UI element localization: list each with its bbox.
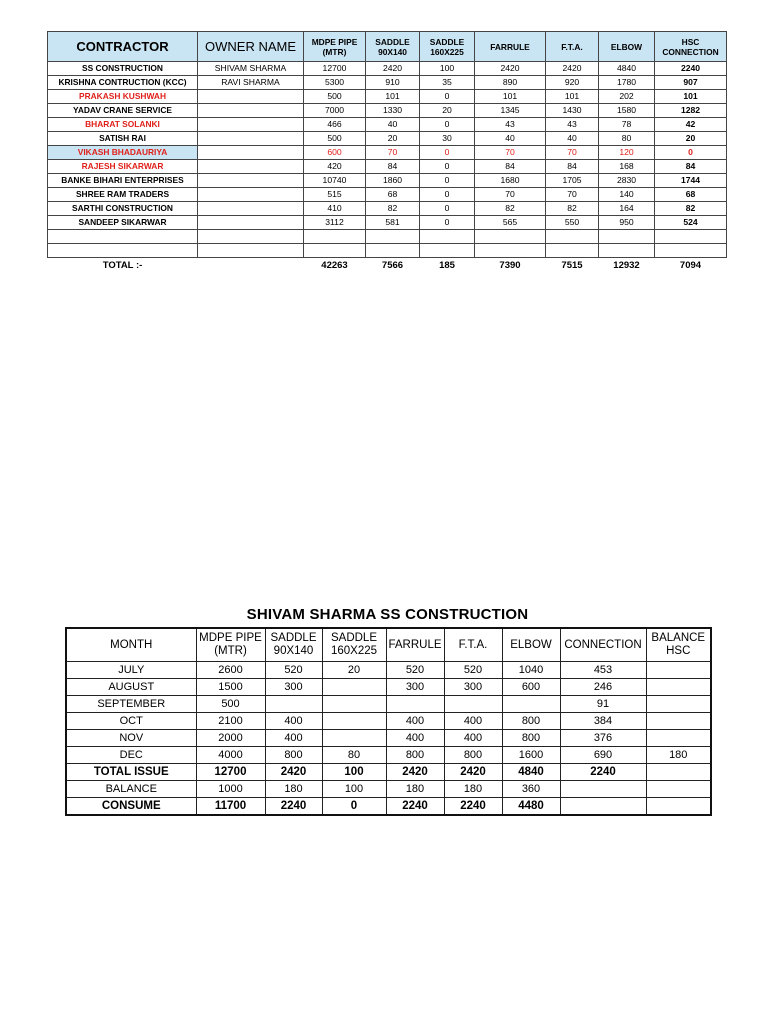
saddle1-cell: 800 — [265, 747, 322, 764]
fta-cell: 800 — [444, 747, 502, 764]
saddle1-cell — [366, 244, 420, 258]
farrule-cell: 890 — [475, 76, 546, 90]
balance-cell — [646, 679, 711, 696]
fta-cell — [546, 230, 599, 244]
elbow-cell: 140 — [599, 188, 655, 202]
saddle1-cell: 20 — [366, 132, 420, 146]
balance-cell — [646, 764, 711, 781]
hsc-header-line2: CONNECTION — [662, 46, 719, 57]
connection-cell: 91 — [560, 696, 646, 713]
elbow-cell: 2830 — [599, 174, 655, 188]
table-row — [48, 216, 727, 230]
mdpe-header-line2: (MTR) — [322, 46, 347, 57]
fta-cell: 400 — [444, 713, 502, 730]
total-fta: 7515 — [561, 260, 583, 271]
saddle2-cell — [322, 713, 386, 730]
elbow-cell: 1040 — [502, 662, 560, 679]
month-header: MONTH — [66, 628, 196, 662]
contractor-table-header — [48, 32, 727, 62]
elbow-header: ELBOW — [502, 628, 560, 662]
balance-cell — [646, 696, 711, 713]
owner-name-header: OWNER NAME — [198, 32, 304, 62]
table-row — [66, 713, 711, 730]
mdpe-cell: 2000 — [196, 730, 265, 747]
hsc-connection-header — [655, 32, 727, 62]
fta-cell: 1430 — [546, 104, 599, 118]
farrule-cell: 400 — [386, 730, 444, 747]
connection-cell: 690 — [560, 747, 646, 764]
table-row-empty — [48, 230, 727, 244]
farrule-cell: 1680 — [475, 174, 546, 188]
table-row-empty — [48, 244, 727, 258]
farrule-cell: 800 — [386, 747, 444, 764]
elbow-cell: 202 — [599, 90, 655, 104]
month-cell: SEPTEMBER — [66, 696, 196, 713]
elbow-cell — [599, 230, 655, 244]
mdpe-cell: 2600 — [196, 662, 265, 679]
table-row — [48, 202, 727, 216]
fta-cell: 2420 — [444, 764, 502, 781]
total-saddle1: 7566 — [381, 260, 404, 271]
farrule-cell — [475, 230, 546, 244]
contractor-summary-table — [47, 31, 727, 274]
saddle1-cell — [366, 230, 420, 244]
hsc-cell: 2240 — [655, 62, 727, 76]
contractor-cell: BHARAT SOLANKI — [48, 118, 198, 132]
saddle1-cell: 1860 — [366, 174, 420, 188]
farrule-cell: 2420 — [386, 764, 444, 781]
saddle2-cell: 0 — [420, 160, 475, 174]
hsc-cell — [655, 244, 727, 258]
owner-cell — [198, 188, 304, 202]
table-row — [66, 679, 711, 696]
total-farrule: 7390 — [499, 260, 521, 271]
hsc-cell: 101 — [655, 90, 727, 104]
contractor-cell: SARTHI CONSTRUCTION — [48, 202, 198, 216]
table-row — [66, 730, 711, 747]
saddle2-header-line2: 160X225 — [330, 645, 378, 657]
saddle1-cell: 1330 — [366, 104, 420, 118]
table-row — [48, 90, 727, 104]
saddle2-cell: 0 — [420, 188, 475, 202]
saddle2-cell: 100 — [322, 764, 386, 781]
saddle1-cell: 84 — [366, 160, 420, 174]
owner-cell — [198, 104, 304, 118]
balance-cell — [646, 730, 711, 747]
farrule-cell: 101 — [475, 90, 546, 104]
owner-cell — [198, 244, 304, 258]
mdpe-cell: 500 — [196, 696, 265, 713]
fta-cell: 43 — [546, 118, 599, 132]
balance-header-line2: HSC — [666, 645, 691, 657]
monthly-issue-table — [65, 627, 712, 816]
mdpe-header-line1: MDPE PIPE — [311, 36, 358, 47]
elbow-cell: 1580 — [599, 104, 655, 118]
saddle2-cell: 20 — [420, 104, 475, 118]
contractor-header: CONTRACTOR — [48, 32, 198, 62]
saddle1-cell: 400 — [265, 713, 322, 730]
farrule-header: FARRULE — [475, 32, 546, 62]
table-row — [48, 118, 727, 132]
saddle2-header-line2: 160X225 — [430, 46, 464, 57]
mdpe-cell: 500 — [304, 90, 366, 104]
contractor-cell: BANKE BIHARI ENTERPRISES — [48, 174, 198, 188]
saddle1-cell: 68 — [366, 188, 420, 202]
balance-cell: 180 — [646, 747, 711, 764]
hsc-cell — [655, 230, 727, 244]
saddle2-cell: 0 — [322, 798, 386, 816]
saddle2-cell — [322, 679, 386, 696]
farrule-cell: 400 — [386, 713, 444, 730]
fta-cell: 2240 — [444, 798, 502, 816]
elbow-cell: 1780 — [599, 76, 655, 90]
fta-cell: 84 — [546, 160, 599, 174]
contractor-cell: RAJESH SIKARWAR — [48, 160, 198, 174]
monthly-table-title: SHIVAM SHARMA SS CONSTRUCTION — [246, 606, 529, 623]
contractor-cell: PRAKASH KUSHWAH — [48, 90, 198, 104]
saddle1-cell: 2420 — [265, 764, 322, 781]
month-cell: CONSUME — [66, 798, 196, 816]
table-row — [48, 62, 727, 76]
table-row — [48, 132, 727, 146]
month-cell: JULY — [66, 662, 196, 679]
connection-header: CONNECTION — [560, 628, 646, 662]
contractor-cell — [48, 230, 198, 244]
contractor-cell: VIKASH BHADAURIYA — [48, 146, 198, 160]
saddle2-cell: 30 — [420, 132, 475, 146]
contractor-cell: SHREE RAM TRADERS — [48, 188, 198, 202]
elbow-cell: 120 — [599, 146, 655, 160]
saddle-160x225-header — [322, 628, 386, 662]
saddle-90x140-header — [265, 628, 322, 662]
farrule-cell: 520 — [386, 662, 444, 679]
saddle1-cell: 300 — [265, 679, 322, 696]
farrule-cell: 300 — [386, 679, 444, 696]
mdpe-pipe-header — [304, 32, 366, 62]
farrule-cell: 70 — [475, 146, 546, 160]
total-issue-row — [66, 764, 711, 781]
balance-hsc-header — [646, 628, 711, 662]
fta-cell: 400 — [444, 730, 502, 747]
owner-cell — [198, 216, 304, 230]
owner-cell — [198, 146, 304, 160]
mdpe-cell: 500 — [304, 132, 366, 146]
table-row — [66, 662, 711, 679]
saddle2-cell: 80 — [322, 747, 386, 764]
connection-cell: 2240 — [560, 764, 646, 781]
saddle1-cell: 2240 — [265, 798, 322, 816]
saddle1-cell: 180 — [265, 781, 322, 798]
total-row — [48, 258, 727, 275]
saddle2-header-line1: SADDLE — [429, 36, 465, 47]
farrule-cell: 565 — [475, 216, 546, 230]
farrule-cell: 82 — [475, 202, 546, 216]
elbow-cell: 80 — [599, 132, 655, 146]
mdpe-cell: 5300 — [304, 76, 366, 90]
hsc-cell: 84 — [655, 160, 727, 174]
contractor-cell: SS CONSTRUCTION — [48, 62, 198, 76]
owner-cell: SHIVAM SHARMA — [198, 62, 304, 76]
total-hsc: 7094 — [679, 260, 702, 271]
saddle1-header-line1: SADDLE — [375, 36, 410, 47]
hsc-cell: 42 — [655, 118, 727, 132]
table-row — [48, 160, 727, 174]
hsc-cell: 1282 — [655, 104, 727, 118]
elbow-header: ELBOW — [599, 32, 655, 62]
connection-cell: 246 — [560, 679, 646, 696]
contractor-cell: SANDEEP SIKARWAR — [48, 216, 198, 230]
mdpe-cell: 11700 — [196, 798, 265, 816]
saddle1-header-line2: 90X140 — [273, 645, 314, 657]
hsc-cell: 68 — [655, 188, 727, 202]
table-row — [48, 76, 727, 90]
month-cell: AUGUST — [66, 679, 196, 696]
owner-cell — [198, 132, 304, 146]
saddle1-cell: 101 — [366, 90, 420, 104]
mdpe-cell: 4000 — [196, 747, 265, 764]
balance-cell — [646, 781, 711, 798]
mdpe-cell: 2100 — [196, 713, 265, 730]
saddle1-cell: 520 — [265, 662, 322, 679]
balance-cell — [646, 798, 711, 816]
saddle-160x225-header — [420, 32, 475, 62]
mdpe-header-line1: MDPE PIPE — [199, 632, 262, 644]
farrule-cell: 2240 — [386, 798, 444, 816]
month-cell: NOV — [66, 730, 196, 747]
mdpe-cell: 12700 — [304, 62, 366, 76]
saddle1-cell: 40 — [366, 118, 420, 132]
saddle1-cell: 2420 — [366, 62, 420, 76]
connection-cell — [560, 781, 646, 798]
hsc-cell: 0 — [655, 146, 727, 160]
contractor-cell: KRISHNA CONTRUCTION (KCC) — [48, 76, 198, 90]
mdpe-pipe-header — [196, 628, 265, 662]
mdpe-cell: 410 — [304, 202, 366, 216]
fta-cell — [546, 244, 599, 258]
elbow-cell: 78 — [599, 118, 655, 132]
saddle2-cell — [322, 730, 386, 747]
balance-cell — [646, 713, 711, 730]
hsc-cell: 524 — [655, 216, 727, 230]
mdpe-cell: 515 — [304, 188, 366, 202]
saddle2-cell: 100 — [420, 62, 475, 76]
saddle2-cell: 20 — [322, 662, 386, 679]
saddle1-cell — [265, 696, 322, 713]
saddle2-cell: 100 — [322, 781, 386, 798]
month-cell: DEC — [66, 747, 196, 764]
saddle2-cell: 0 — [420, 202, 475, 216]
mdpe-cell: 10740 — [304, 174, 366, 188]
saddle2-cell — [322, 696, 386, 713]
owner-cell — [198, 258, 304, 275]
farrule-cell: 180 — [386, 781, 444, 798]
mdpe-cell: 466 — [304, 118, 366, 132]
mdpe-cell: 1000 — [196, 781, 265, 798]
saddle1-cell: 70 — [366, 146, 420, 160]
elbow-cell: 4840 — [599, 62, 655, 76]
fta-header: F.T.A. — [444, 628, 502, 662]
saddle1-cell: 400 — [265, 730, 322, 747]
mdpe-cell — [304, 244, 366, 258]
owner-cell — [198, 202, 304, 216]
fta-cell: 1705 — [546, 174, 599, 188]
owner-cell — [198, 174, 304, 188]
elbow-cell: 600 — [502, 679, 560, 696]
table-row — [66, 747, 711, 764]
total-label: TOTAL :- — [102, 260, 143, 271]
fta-cell: 101 — [546, 90, 599, 104]
saddle2-cell: 0 — [420, 118, 475, 132]
farrule-cell: 43 — [475, 118, 546, 132]
saddle2-cell: 0 — [420, 146, 475, 160]
mdpe-cell: 7000 — [304, 104, 366, 118]
saddle-90x140-header — [366, 32, 420, 62]
fta-cell: 550 — [546, 216, 599, 230]
owner-cell: RAVI SHARMA — [198, 76, 304, 90]
saddle1-header-line1: SADDLE — [270, 632, 317, 644]
hsc-header-line1: HSC — [681, 36, 700, 47]
saddle1-cell: 82 — [366, 202, 420, 216]
elbow-cell — [502, 696, 560, 713]
elbow-cell: 360 — [502, 781, 560, 798]
owner-cell — [198, 230, 304, 244]
mdpe-cell: 3112 — [304, 216, 366, 230]
farrule-cell — [386, 696, 444, 713]
farrule-header: FARRULE — [386, 628, 444, 662]
hsc-cell: 82 — [655, 202, 727, 216]
connection-cell — [560, 798, 646, 816]
saddle2-cell: 0 — [420, 216, 475, 230]
mdpe-cell: 420 — [304, 160, 366, 174]
fta-cell: 920 — [546, 76, 599, 90]
hsc-cell: 20 — [655, 132, 727, 146]
fta-cell: 300 — [444, 679, 502, 696]
farrule-cell — [475, 244, 546, 258]
elbow-cell: 4480 — [502, 798, 560, 816]
fta-cell: 180 — [444, 781, 502, 798]
fta-cell: 82 — [546, 202, 599, 216]
table-row — [48, 104, 727, 118]
saddle2-cell — [420, 230, 475, 244]
elbow-cell: 164 — [599, 202, 655, 216]
fta-cell — [444, 696, 502, 713]
month-cell: OCT — [66, 713, 196, 730]
elbow-cell — [599, 244, 655, 258]
total-saddle2: 185 — [439, 260, 455, 271]
total-mdpe: 42263 — [321, 260, 348, 271]
contractor-cell: YADAV CRANE SERVICE — [48, 104, 198, 118]
mdpe-cell — [304, 230, 366, 244]
consume-row — [66, 798, 711, 816]
farrule-cell: 40 — [475, 132, 546, 146]
mdpe-header-line2: (MTR) — [214, 645, 247, 657]
connection-cell: 376 — [560, 730, 646, 747]
table-row — [48, 146, 727, 160]
table-row — [66, 696, 711, 713]
balance-header-line1: BALANCE — [651, 632, 706, 644]
mdpe-cell: 600 — [304, 146, 366, 160]
saddle2-cell — [420, 244, 475, 258]
saddle2-cell: 35 — [420, 76, 475, 90]
farrule-cell: 84 — [475, 160, 546, 174]
owner-cell — [198, 90, 304, 104]
fta-cell: 520 — [444, 662, 502, 679]
table-row — [48, 174, 727, 188]
monthly-table-header — [66, 628, 711, 662]
fta-cell: 70 — [546, 146, 599, 160]
mdpe-cell: 1500 — [196, 679, 265, 696]
owner-cell — [198, 118, 304, 132]
saddle2-cell: 0 — [420, 90, 475, 104]
mdpe-cell: 12700 — [196, 764, 265, 781]
balance-row — [66, 781, 711, 798]
table-row — [48, 188, 727, 202]
saddle2-header-line1: SADDLE — [330, 632, 378, 644]
elbow-cell: 950 — [599, 216, 655, 230]
connection-cell: 384 — [560, 713, 646, 730]
elbow-cell: 1600 — [502, 747, 560, 764]
fta-cell: 40 — [546, 132, 599, 146]
farrule-cell: 2420 — [475, 62, 546, 76]
contractor-cell: SATISH RAI — [48, 132, 198, 146]
fta-cell: 2420 — [546, 62, 599, 76]
saddle1-header-line2: 90X140 — [378, 46, 407, 57]
saddle1-cell: 910 — [366, 76, 420, 90]
total-elbow: 12932 — [613, 260, 640, 271]
saddle2-cell: 0 — [420, 174, 475, 188]
elbow-cell: 800 — [502, 713, 560, 730]
farrule-cell: 70 — [475, 188, 546, 202]
elbow-cell: 168 — [599, 160, 655, 174]
elbow-cell: 800 — [502, 730, 560, 747]
owner-cell — [198, 160, 304, 174]
month-cell: TOTAL ISSUE — [66, 764, 196, 781]
connection-cell: 453 — [560, 662, 646, 679]
hsc-cell: 907 — [655, 76, 727, 90]
hsc-cell: 1744 — [655, 174, 727, 188]
contractor-cell — [48, 244, 198, 258]
balance-cell — [646, 662, 711, 679]
farrule-cell: 1345 — [475, 104, 546, 118]
fta-cell: 70 — [546, 188, 599, 202]
elbow-cell: 4840 — [502, 764, 560, 781]
fta-header: F.T.A. — [546, 32, 599, 62]
saddle1-cell: 581 — [366, 216, 420, 230]
month-cell: BALANCE — [66, 781, 196, 798]
